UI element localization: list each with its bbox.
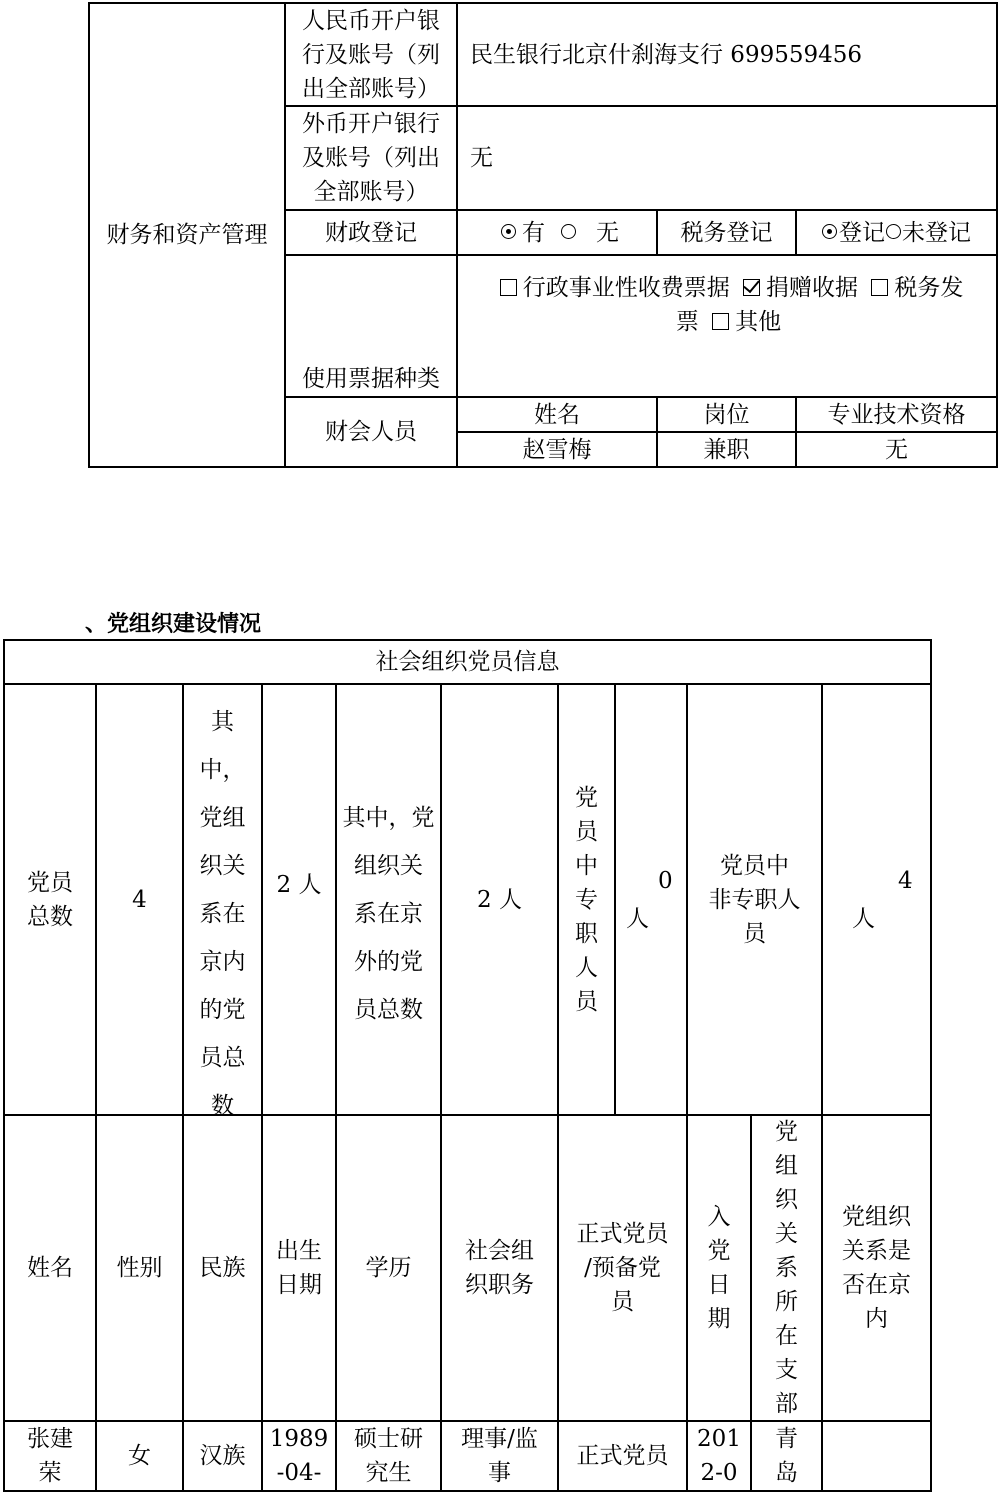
tax-reg-label: 税务登记 [680, 219, 773, 246]
tax-reg-unregistered-radio[interactable] [886, 224, 901, 239]
outside-beijing-label: 其中，党 组织关 系在京 外的党 员总数 [342, 805, 435, 1023]
accountant-header-name: 姓名 [534, 401, 580, 428]
accountant-header-position: 岗位 [703, 401, 750, 428]
member-education: 硕士研 究生 [354, 1426, 423, 1486]
member-birth-date: 1989 -04- [269, 1426, 329, 1486]
fulltime-number: 0 [658, 868, 673, 894]
in-beijing-label: 其 中， 党组 织关 系在 京内 的党 员总 数 [199, 709, 246, 1119]
rmb-account-label: 人民币开户银 行及账号（列 出全部账号） [302, 7, 440, 102]
fulltime-unit: 人 [626, 906, 649, 932]
rmb-account-value: 民生银行北京什刹海支行 699559456 [470, 41, 863, 68]
fx-account-label: 外币开户银行 及账号（列出 全部账号） [302, 111, 440, 205]
accountant-position: 兼职 [703, 436, 750, 463]
accountant-name: 赵雪梅 [522, 436, 592, 463]
fulltime-label: 党 员 中 专 职 人 员 [575, 785, 598, 1015]
member-status: 正式党员 [576, 1443, 669, 1469]
outside-beijing-value: 2 人 [477, 886, 522, 913]
fiscal-reg-yes-radio[interactable] [501, 224, 516, 239]
header-gender: 性别 [116, 1255, 163, 1281]
header-member-status: 正式党员 /预备党 员 [576, 1221, 669, 1315]
finance-section-label: 财务和资产管理 [106, 222, 268, 248]
accountant-qualification: 无 [885, 436, 908, 463]
member-name: 张建 荣 [27, 1426, 73, 1486]
tax-reg-options: 登记 未登记 [797, 211, 996, 254]
header-org-role: 社会组 织职务 [465, 1238, 534, 1298]
accountant-header-qualification: 专业技术资格 [827, 401, 966, 428]
header-relation-in-beijing: 党组织 关系是 否在京 内 [842, 1204, 911, 1332]
party-table-title: 社会组织党员信息 [375, 649, 560, 675]
receipt-label: 使用票据种类 [302, 366, 440, 392]
header-branch: 党 组 织 关 系 所 在 支 部 [775, 1119, 798, 1417]
parttime-unit: 人 [852, 906, 875, 932]
member-gender: 女 [128, 1443, 151, 1469]
member-org-role: 理事/监 事 [461, 1426, 538, 1486]
header-birth-date: 出生 日期 [276, 1238, 322, 1298]
total-members-value: 4 [132, 886, 147, 913]
member-join-date: 201 2-0 [697, 1426, 741, 1486]
accountant-label: 财会人员 [325, 419, 417, 445]
header-name: 姓名 [27, 1255, 73, 1281]
receipt-other-checkbox[interactable] [712, 313, 729, 330]
header-join-date: 入 党 日 期 [707, 1204, 731, 1332]
header-education: 学历 [365, 1255, 412, 1281]
member-branch: 青 岛 [775, 1426, 798, 1486]
receipt-tax-invoice-checkbox[interactable] [871, 279, 888, 296]
receipt-donation-checkbox[interactable] [743, 279, 760, 296]
member-relation-in-beijing [823, 1422, 930, 1490]
parttime-label: 党员中 非专职人 员 [708, 852, 801, 947]
receipt-options: 行政事业性收费票据 捐赠收据 税务发 票 其他 [466, 271, 991, 339]
member-ethnicity: 汉族 [199, 1443, 246, 1469]
party-section-heading: 、党组织建设情况 [85, 612, 262, 637]
fx-account-value: 无 [470, 145, 493, 171]
fiscal-reg-no-radio[interactable] [561, 224, 576, 239]
fiscal-reg-label: 财政登记 [325, 219, 417, 246]
parttime-number: 4 [898, 868, 913, 894]
fiscal-reg-options: 有 无 [458, 211, 656, 254]
in-beijing-value: 2 人 [276, 872, 322, 898]
header-ethnicity: 民族 [199, 1255, 246, 1281]
receipt-admin-fee-checkbox[interactable] [500, 279, 517, 296]
total-members-label: 党员 总数 [27, 869, 73, 930]
tax-reg-registered-radio[interactable] [822, 224, 837, 239]
